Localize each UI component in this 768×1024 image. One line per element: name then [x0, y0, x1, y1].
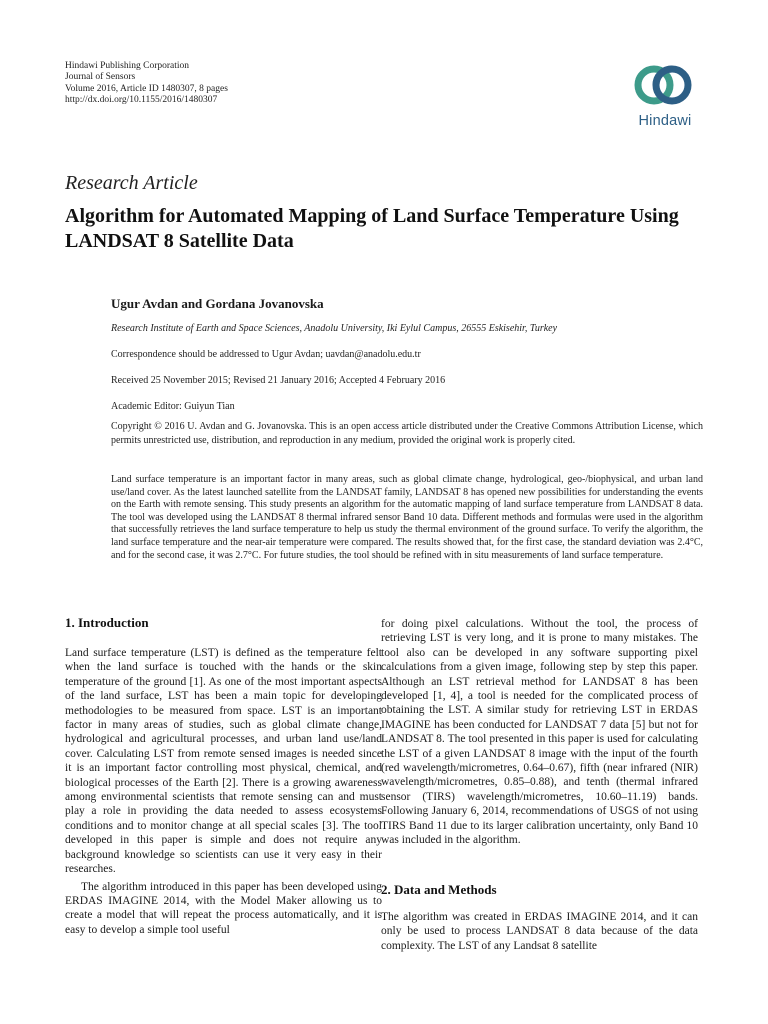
- section-heading-introduction: 1. Introduction: [65, 615, 149, 630]
- intro-paragraph-1: Land surface temperature (LST) is defined as the temperature felt when the land surface is touched with the hands or the skin temperature of the ground [1]. As one of the most important aspects of the land surface, LST has been a main topic for developing methodologies to be measured from space. LST is an important factor in many areas of studies, such as global climate change, hydrological and agricultural processes, and urban land use/land cover. Calculating LST from remote sensed images is needed since it is an important factor controlling most physical, chemical, and biological processes of the Earth [2]. There is a growing awareness among environmental scientists that remote sensing can and must play a role in providing the data needed to assess ecosystems conditions and to monitor change at all special scales [3]. The tool developed in this paper is simple and does not require any background knowledge so scientists can use it very easy in their researches.: [65, 647, 382, 876]
- doi-link[interactable]: http://dx.doi.org/10.1155/2016/1480307: [65, 95, 218, 106]
- volume-info: Volume 2016, Article ID 1480307, 8 pages: [65, 83, 228, 94]
- academic-editor: Academic Editor: Guiyun Tian: [111, 401, 235, 412]
- publisher-name: Hindawi Publishing Corporation: [65, 61, 190, 71]
- author-list: Ugur Avdan and Gordana Jovanovska: [111, 296, 324, 311]
- hindawi-logo: [628, 60, 698, 134]
- logo-text: Hindawi: [638, 113, 692, 129]
- intro-paragraph-continued: for doing pixel calculations. Without the tool, the process of retrieving LST is very long, and it is prone to many mistakes. The tool also can be developed in any software supporting pixel calculations from a given image, following step by step this paper. Although an LST retrieval method for LANDSAT 8 has been developed [1, 4], a tool is needed for the complicated process of obtaining the LST. A similar study for retrieving LST in ERDAS IMAGINE has been conducted for LANDSAT 7 data [5] but not for LANDSAT 8. The tool presented in this paper is used for calculating the LST of a given LANDSAT 8 image with the input of the fourth (red wavelength/micrometres, 0.64–0.67), fifth (near infrared (NIR) wavelength/micrometres, 0.85–0.88), and tenth (thermal infrared sensor (TIRS) wavelength/micrometres, 10.60–11.19) bands. Following January 6, 2014, recommendations of USGS of not using TIRS Band 11 due to its larger calibration uncertainty, only Band 10 was included in the algorithm.: [381, 618, 698, 847]
- intro-paragraph-2: The algorithm introduced in this paper has been developed using ERDAS IMAGINE 2014, with the Model Maker allowing us to create a model that will repeat the process automatically, and it is easy to develop a simple tool useful: [65, 880, 382, 936]
- affiliation: Research Institute of Earth and Space Sciences, Anadolu University, Iki Eylul Campus, 26555 Eskisehir, Turkey: [111, 323, 558, 334]
- hindawi-rings-icon: [632, 60, 694, 110]
- correspondence: Correspondence should be addressed to Ugur Avdan; uavdan@anadolu.edu.tr: [111, 349, 421, 360]
- article-title: Algorithm for Automated Mapping of Land Surface Temperature Using LANDSAT 8 Satellite Data: [65, 205, 679, 252]
- left-column: [65, 646, 382, 937]
- received-dates: Received 25 November 2015; Revised 21 January 2016; Accepted 4 February 2016: [111, 375, 446, 386]
- journal-header: [65, 61, 228, 107]
- data-methods-column: [381, 910, 698, 953]
- article-type: Research Article: [65, 172, 198, 194]
- journal-name: Journal of Sensors: [65, 72, 136, 83]
- right-column: [381, 617, 698, 848]
- abstract: Land surface temperature is an important factor in many areas, such as global climate change, hydrological, geo-/biophysical, and urban land use/land cover. As the latest launched satellite from the LANDSAT family, LANDSAT 8 has opened new possibilities for understanding the events on the Earth with remote sensing. This study presents an algorithm for the automatic mapping of land surface temperature from LANDSAT 8 data. The tool was developed using the LANDSAT 8 thermal infrared sensor Band 10 data. Different methods and formulas were used in the algorithm that successfully retrieves the land surface temperature to help us study the thermal environment of the ground surface. To verify the algorithm, the land surface temperature and the near-air temperature were compared. The results showed that, for the first case, the standard deviation was 2.4°C, and for the second case, it was 2.7°C. For future studies, the tool should be refined with in situ measurements of land surface temperature.: [111, 474, 703, 561]
- copyright-notice: Copyright © 2016 U. Avdan and G. Jovanovska. This is an open access article distributed under the Creative Commons Attribution License, which permits unrestricted use, distribution, and reproduction in any medium, provided the original work is properly cited.: [111, 421, 703, 446]
- data-paragraph-1: The algorithm was created in ERDAS IMAGINE 2014, and it can only be used to process LANDSAT 8 data because of the data complexity. The LST of any Landsat 8 satellite: [381, 911, 698, 952]
- section-heading-data-methods: 2. Data and Methods: [381, 882, 497, 897]
